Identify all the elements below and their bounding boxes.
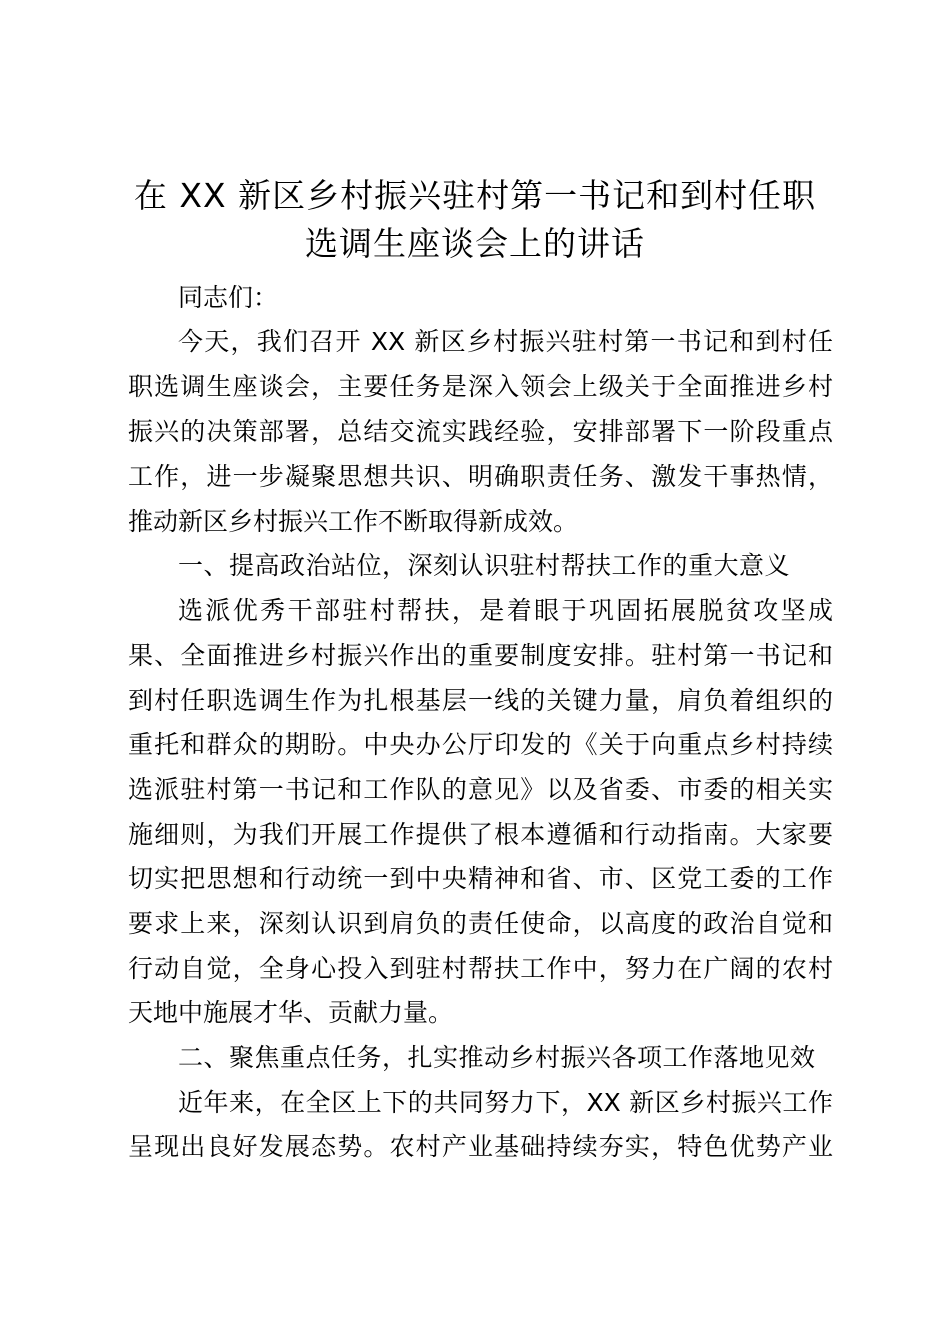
salutation: 同志们： <box>178 283 279 312</box>
intro-line: 工作，进一步凝聚思想共识、明确职责任务、激发干事热情， <box>128 462 833 491</box>
document-title-line-2: 选调生座谈会上的讲话 <box>305 224 645 263</box>
section-1-line: 选派优秀干部驻村帮扶，是着眼于巩固拓展脱贫攻坚成 <box>178 596 833 625</box>
section-2-heading: 二、聚焦重点任务，扎实推动乡村振兴各项工作落地见效 <box>178 1043 816 1072</box>
section-1-line: 到村任职选调生作为扎根基层一线的关键力量，肩负着组织的 <box>128 686 833 715</box>
section-1-line: 要求上来，深刻认识到肩负的责任使命，以高度的政治自觉和 <box>128 909 833 938</box>
section-1-line: 行动自觉，全身心投入到驻村帮扶工作中，努力在广阔的农村 <box>128 954 833 983</box>
intro-line: 今天，我们召开 XX 新区乡村振兴驻村第一书记和到村任 <box>178 327 833 356</box>
section-1-line: 施细则，为我们开展工作提供了根本遵循和行动指南。大家要 <box>128 820 833 849</box>
section-1-heading: 一、提高政治站位，深刻认识驻村帮扶工作的重大意义 <box>178 551 791 580</box>
section-1-line: 果、全面推进乡村振兴作出的重要制度安排。驻村第一书记和 <box>128 641 833 670</box>
intro-line: 推动新区乡村振兴工作不断取得新成效。 <box>128 507 579 536</box>
section-1-line: 天地中施展才华、贡献力量。 <box>128 998 454 1027</box>
section-2-line: 呈现出良好发展态势。农村产业基础持续夯实，特色优势产业 <box>128 1132 833 1161</box>
intro-line: 职选调生座谈会，主要任务是深入领会上级关于全面推进乡村 <box>128 372 833 401</box>
section-1-line: 切实把思想和行动统一到中央精神和省、市、区党工委的工作 <box>128 864 833 893</box>
document-title-line-1: 在 XX 新区乡村振兴驻村第一书记和到村任职 <box>133 176 817 215</box>
section-1-line: 重托和群众的期盼。中央办公厅印发的《关于向重点乡村持续 <box>128 730 833 759</box>
intro-line: 振兴的决策部署，总结交流实践经验，安排部署下一阶段重点 <box>128 417 833 446</box>
section-2-line: 近年来，在全区上下的共同努力下，XX 新区乡村振兴工作 <box>178 1088 833 1117</box>
section-1-line: 选派驻村第一书记和工作队的意见》以及省委、市委的相关实 <box>128 775 833 804</box>
